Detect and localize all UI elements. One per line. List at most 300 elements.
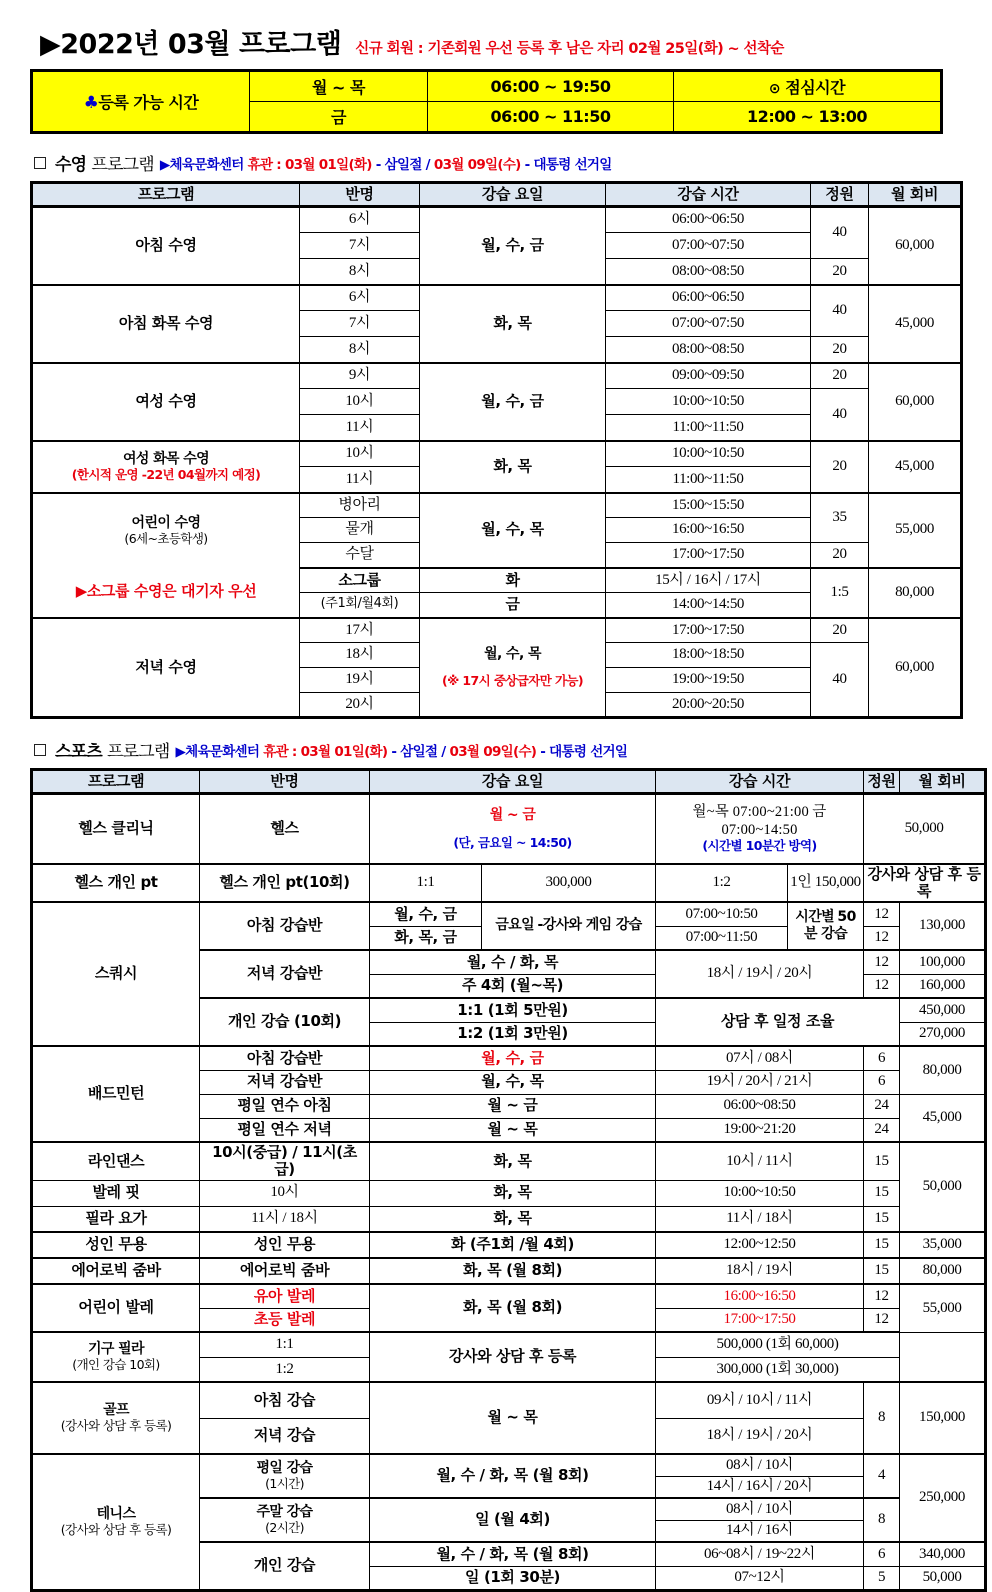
class-name: 10시 <box>300 389 420 415</box>
table-row <box>32 1142 986 1180</box>
fee-b: 50,000 <box>900 1566 986 1590</box>
table-row <box>32 618 962 643</box>
days: 화, 목 (월 8회) <box>370 1284 656 1332</box>
class-name-a: 1:1 <box>200 1332 370 1357</box>
table-row <box>32 1206 986 1232</box>
time: 18:00~18:50 <box>606 643 811 668</box>
program-name: 여성 화목 수영 <box>122 450 210 467</box>
days: 월, 수, 금 <box>420 363 606 441</box>
class-name: 저녁 강습반 <box>200 1070 370 1094</box>
capacity: 20 <box>811 618 869 643</box>
col-capacity: 정원 <box>864 770 900 794</box>
class-name-b: 저녁 강습 <box>200 1418 370 1454</box>
time: 07:00~07:50 <box>606 311 811 337</box>
capacity: 15 <box>864 1180 900 1206</box>
sports-note-prefix: ▶체육문화센터 <box>175 743 260 760</box>
time: 15:00~15:50 <box>606 493 811 518</box>
fee: 130,000 <box>900 902 986 950</box>
capacity: 40 <box>811 389 869 441</box>
capacity: 40 <box>811 643 869 718</box>
club-icon: ♣ <box>83 93 99 113</box>
program-name-cell <box>32 1454 200 1590</box>
sports-note-blue1: - 삼일절 / <box>391 743 446 760</box>
days: 월, 수, 금 <box>370 1046 656 1070</box>
swim-note-red1: 휴관 : 03월 01일(화) <box>247 156 372 173</box>
time: 09:00~09:50 <box>606 363 811 389</box>
program-name: 에어로빅 줌바 <box>32 1258 200 1284</box>
days-note-2: -강사와 게임 강습 <box>537 917 642 934</box>
table-row <box>32 1332 986 1357</box>
table-row <box>32 794 986 864</box>
price-2: 1인 150,000 <box>788 864 864 903</box>
table-row <box>32 1454 986 1476</box>
capacity-b: 12 <box>864 974 900 998</box>
class-name: 헬스 <box>200 794 370 864</box>
capacity: 15 <box>864 1258 900 1284</box>
class-name: 저녁 강습반 <box>200 950 370 998</box>
fee: 250,000 <box>900 1454 986 1542</box>
class-name-cell <box>200 1498 370 1542</box>
program-name: 골프 <box>103 1402 129 1419</box>
swim-section-title <box>55 150 154 175</box>
program-name-cell <box>32 1382 200 1454</box>
time-a: 08시 / 10시 <box>656 1498 864 1520</box>
sports-section-title <box>55 737 170 762</box>
capacity: 6 <box>864 1070 900 1094</box>
days: 강사와 상담 후 등록 <box>370 1332 656 1382</box>
swim-note-blue1: - 삼일절 / <box>375 156 430 173</box>
time: 19:00~19:50 <box>606 668 811 693</box>
col-days: 강습 요일 <box>370 770 656 794</box>
program-name: 배드민턴 <box>32 1046 200 1142</box>
class-name: 7시 <box>300 233 420 259</box>
time: 15시 / 16시 / 17시 <box>606 568 811 593</box>
time: 17:00~17:50 <box>606 543 811 568</box>
class-name: 소그룹 <box>300 568 420 593</box>
reg-time-1: 06:00 ~ 19:50 <box>428 71 674 102</box>
program-name: 기구 필라 <box>88 1341 144 1358</box>
class-name: 11시 <box>300 467 420 493</box>
class-name: 18시 <box>300 643 420 668</box>
class-name: 개인 강습 <box>200 1542 370 1590</box>
fee: 55,000 <box>869 493 962 568</box>
registration-hours-box <box>30 69 943 134</box>
time: 18시 / 19시 / 20시 <box>656 950 864 998</box>
checkbox-icon <box>34 157 46 169</box>
table-row <box>32 1284 986 1308</box>
time: 06:00~06:50 <box>606 207 811 233</box>
time-b: 07:00~11:50 <box>656 926 788 950</box>
swim-note-blue2: - 대통령 선거일 <box>524 156 612 173</box>
time: 10:00~10:50 <box>656 1180 864 1206</box>
sports-note-red1: 휴관 : 03월 01일(화) <box>263 743 388 760</box>
program-name: 스쿼시 <box>32 902 200 1046</box>
table-row <box>32 363 962 389</box>
lunch-label-cell <box>674 71 942 102</box>
time: 12:00~12:50 <box>656 1232 864 1258</box>
capacity: 1:5 <box>811 568 869 618</box>
days: 월, 수, 목 <box>370 1070 656 1094</box>
swim-section-note <box>160 153 612 173</box>
days-b: 주 4회 (월~목) <box>370 974 656 998</box>
time-note-1: 시간별 <box>795 908 835 925</box>
program-name: 아침 화목 수영 <box>32 285 300 363</box>
capacity: 20 <box>811 337 869 363</box>
program-name: 발레 핏 <box>32 1180 200 1206</box>
fee: 50,000 <box>900 1142 986 1232</box>
class-name: 17시 <box>300 618 420 643</box>
capacity: 20 <box>811 441 869 493</box>
registration-label-cell <box>32 71 250 133</box>
capacity: 24 <box>864 1118 900 1142</box>
capacity: 15 <box>864 1142 900 1180</box>
capacity-b: 5 <box>864 1566 900 1590</box>
days-note-cell <box>482 902 656 950</box>
class-name: 병아리 <box>300 493 420 518</box>
fee: 150,000 <box>900 1382 986 1454</box>
sports-program-table <box>30 768 987 1592</box>
time: 11시 / 18시 <box>656 1206 864 1232</box>
capacity-b: 12 <box>864 926 900 950</box>
clock-icon: ⊙ <box>768 81 781 97</box>
time-cell <box>656 794 864 864</box>
time-a: 16:00~16:50 <box>656 1284 864 1308</box>
time: 11:00~11:50 <box>606 467 811 493</box>
sports-title-light: 프로그램 <box>107 742 170 762</box>
days-a: 월, 수 / 화, 목 (월 8회) <box>370 1542 656 1566</box>
program-note: (개인 강습 10회) <box>72 1357 160 1373</box>
sports-section-heading <box>34 737 962 762</box>
days-a: 1:1 (1회 5만원) <box>370 998 656 1022</box>
time: 11:00~11:50 <box>606 415 811 441</box>
time: 17:00~17:50 <box>606 618 811 643</box>
time: 19:00~21:20 <box>656 1118 864 1142</box>
time: 07시 / 08시 <box>656 1046 864 1070</box>
table-row <box>32 1258 986 1284</box>
sports-note-red2: 03월 09일(수) <box>449 743 537 760</box>
days: 화, 목 <box>370 1142 656 1180</box>
table-row <box>32 493 962 518</box>
program-name: 저녁 수영 <box>32 618 300 718</box>
table-row <box>32 1382 986 1418</box>
col-time: 강습 시간 <box>656 770 864 794</box>
days: 화 (주1회 /월 4회) <box>370 1232 656 1258</box>
class-name: (주1회/월4회) <box>300 593 420 618</box>
days: 월 ~ 목 <box>370 1118 656 1142</box>
class-name: 성인 무용 <box>200 1232 370 1258</box>
swim-title-bold: 수영 <box>55 155 87 175</box>
swim-table-header-row <box>32 183 962 207</box>
sports-section-note <box>176 740 628 760</box>
program-note: ▶소그룹 수영은 대기자 우선 <box>32 568 300 618</box>
col-program: 프로그램 <box>32 770 200 794</box>
swim-note-red2: 03월 09일(수) <box>433 156 521 173</box>
class-name: 10시 <box>300 441 420 467</box>
days-note-1: 금요일 <box>495 917 535 934</box>
days-cell <box>420 618 606 718</box>
program-name: 필라 요가 <box>32 1206 200 1232</box>
time-b: 07~12시 <box>656 1566 864 1590</box>
program-note: (강사와 상담 후 등록) <box>60 1418 172 1434</box>
fee-a: 450,000 <box>900 998 986 1022</box>
class-name: 주말 강습 <box>256 1504 313 1521</box>
page-subtitle: 신규 회원 : 기존회원 우선 등록 후 남은 자리 02월 25일(화) ~ 선착순 <box>355 41 784 57</box>
days: 화, 목 (월 8회) <box>370 1258 656 1284</box>
lunch-time: 12:00 ~ 13:00 <box>674 102 942 133</box>
price-a: 500,000 (1회 60,000) <box>656 1332 900 1357</box>
time-1: 월~목 07:00~21:00 <box>692 804 809 821</box>
days-a: 월, 수 / 화, 목 <box>370 950 656 974</box>
class-name: 11시 <box>300 415 420 441</box>
class-name: 평일 연수 아침 <box>200 1094 370 1118</box>
time-a: 07:00~10:50 <box>656 902 788 926</box>
registration-label: 등록 가능 시간 <box>98 93 199 112</box>
class-name: 10시(중급) / 11시(초급) <box>200 1142 370 1180</box>
program-note: (강사와 상담 후 등록) <box>60 1522 172 1538</box>
class-name-cell <box>200 1454 370 1498</box>
fee: 55,000 <box>900 1284 986 1332</box>
swim-program-table <box>30 181 963 719</box>
program-name: 라인댄스 <box>32 1142 200 1180</box>
capacity: 15 <box>864 1232 900 1258</box>
fee: 45,000 <box>869 441 962 493</box>
table-row <box>32 568 962 593</box>
days-cell <box>370 794 656 864</box>
days: 금 <box>420 593 606 618</box>
col-class: 반명 <box>300 183 420 207</box>
program-note: (한시적 운영 -22년 04월까지 예정) <box>71 466 261 482</box>
checkbox-icon <box>34 744 46 756</box>
capacity: 8 <box>864 1382 900 1454</box>
class-name: 6시 <box>300 285 420 311</box>
capacity-a: 12 <box>864 1284 900 1308</box>
time-b: 18시 / 19시 / 20시 <box>656 1418 864 1454</box>
program-name: 아침 수영 <box>32 207 300 285</box>
table-row <box>32 864 986 903</box>
class-name: 8시 <box>300 259 420 285</box>
col-capacity: 정원 <box>811 183 869 207</box>
time-2: 금 07:00~14:50 <box>721 804 827 838</box>
program-name: 어린이 발레 <box>32 1284 200 1332</box>
program-name: 헬스 클리닉 <box>32 794 200 864</box>
document-header <box>40 22 962 61</box>
table-row <box>32 1180 986 1206</box>
days-note: (※ 17시 중상급자만 가능) <box>441 672 584 688</box>
days: 월 ~ 목 <box>370 1382 656 1454</box>
swim-title-light: 프로그램 <box>91 155 154 175</box>
capacity: 20 <box>811 543 869 568</box>
class-name: 에어로빅 줌바 <box>200 1258 370 1284</box>
days-b: 일 (1회 30분) <box>370 1566 656 1590</box>
time: 08:00~08:50 <box>606 337 811 363</box>
time: 19시 / 20시 / 21시 <box>656 1070 864 1094</box>
capacity-a: 12 <box>864 902 900 926</box>
days: 월, 수, 목 <box>420 493 606 568</box>
table-row <box>32 1046 986 1070</box>
capacity-b: 12 <box>864 1308 900 1332</box>
fee: 80,000 <box>900 1258 986 1284</box>
capacity: 40 <box>811 207 869 259</box>
fee: 35,000 <box>900 1232 986 1258</box>
days: 화, 목 <box>370 1180 656 1206</box>
sports-title-bold: 스포츠 <box>55 742 102 762</box>
fee-b: 160,000 <box>900 974 986 998</box>
fee: 45,000 <box>900 1094 986 1142</box>
days-b: 1:2 (1회 3만원) <box>370 1022 656 1046</box>
program-name: 여성 수영 <box>32 363 300 441</box>
time: 18시 / 19시 <box>656 1258 864 1284</box>
capacity: 40 <box>811 285 869 337</box>
time-note-cell <box>788 902 864 950</box>
col-fee: 월 회비 <box>900 770 986 794</box>
capacity: 4 <box>864 1454 900 1498</box>
class-name: 8시 <box>300 337 420 363</box>
capacity: 20 <box>811 259 869 285</box>
time: 10시 / 11시 <box>656 1142 864 1180</box>
time: 07:00~07:50 <box>606 233 811 259</box>
swim-note-prefix: ▶체육문화센터 <box>159 156 244 173</box>
col-time: 강습 시간 <box>606 183 811 207</box>
time-note: (시간별 10분간 방역) <box>702 837 817 853</box>
table-row <box>32 441 962 467</box>
reg-days-1: 월 ~ 목 <box>250 71 428 102</box>
fee: 80,000 <box>869 568 962 618</box>
capacity-a: 6 <box>864 1542 900 1566</box>
fee: 50,000 <box>864 794 986 864</box>
fee-a: 100,000 <box>900 950 986 974</box>
class-note: (1시간) <box>265 1476 304 1492</box>
capacity: 24 <box>864 1094 900 1118</box>
time-b: 14시 / 16시 / 20시 <box>656 1476 864 1498</box>
time: 06:00~08:50 <box>656 1094 864 1118</box>
time-b: 17:00~17:50 <box>656 1308 864 1332</box>
class-name: 6시 <box>300 207 420 233</box>
class-name: 물개 <box>300 518 420 543</box>
time: 10:00~10:50 <box>606 441 811 467</box>
page-title: ▶2022년 03월 프로그램 <box>40 29 342 60</box>
fee: 60,000 <box>869 363 962 441</box>
days: 일 (월 4회) <box>370 1498 656 1542</box>
class-name: 7시 <box>300 311 420 337</box>
class-name-a: 유아 발레 <box>200 1284 370 1308</box>
swim-section-heading <box>34 150 962 175</box>
capacity-a: 12 <box>864 950 900 974</box>
program-name: 성인 무용 <box>32 1232 200 1258</box>
days: 화 <box>420 568 606 593</box>
ratio-2: 1:2 <box>656 864 788 903</box>
time: 06:00~06:50 <box>606 285 811 311</box>
col-fee: 월 회비 <box>869 183 962 207</box>
days: 월, 수, 목 <box>484 646 541 663</box>
class-name-b: 초등 발레 <box>200 1308 370 1332</box>
time: 16:00~16:50 <box>606 518 811 543</box>
fee-a: 340,000 <box>900 1542 986 1566</box>
reg-time-2: 06:00 ~ 11:50 <box>428 102 674 133</box>
col-days: 강습 요일 <box>420 183 606 207</box>
program-name: 테니스 <box>96 1505 136 1522</box>
days: 월, 수 / 화, 목 (월 8회) <box>370 1454 656 1498</box>
class-name: 아침 강습반 <box>200 1046 370 1070</box>
fee: 45,000 <box>869 285 962 363</box>
capacity: 6 <box>864 1046 900 1070</box>
sports-table-header-row <box>32 770 986 794</box>
time: 상담 후 일정 조율 <box>656 998 900 1046</box>
days: 월 ~ 금 <box>370 1094 656 1118</box>
table-row <box>32 285 962 311</box>
days: 월 ~ 금 <box>489 806 536 823</box>
days: 화, 목 <box>420 285 606 363</box>
class-name: 10시 <box>200 1180 370 1206</box>
days-a: 월, 수, 금 <box>370 902 482 926</box>
days-note: (단, 금요일 ~ 14:50) <box>453 835 572 851</box>
time: 08:00~08:50 <box>606 259 811 285</box>
program-note: (6세~초등학생) <box>124 530 208 546</box>
time: 14:00~14:50 <box>606 593 811 618</box>
time: 20:00~20:50 <box>606 693 811 718</box>
class-name: 헬스 개인 pt(10회) <box>200 864 370 903</box>
class-name: 개인 강습 (10회) <box>200 998 370 1046</box>
capacity: 35 <box>811 493 869 543</box>
class-name: 11시 / 18시 <box>200 1206 370 1232</box>
class-name: 19시 <box>300 668 420 693</box>
col-class: 반명 <box>200 770 370 794</box>
fee-b: 270,000 <box>900 1022 986 1046</box>
program-name: 어린이 수영 <box>131 514 201 531</box>
table-row <box>32 1232 986 1258</box>
sports-note-blue2: - 대통령 선거일 <box>540 743 628 760</box>
col-program: 프로그램 <box>32 183 300 207</box>
price-b: 300,000 (1회 30,000) <box>656 1357 900 1382</box>
time-b: 14시 / 16시 <box>656 1520 864 1542</box>
class-name: 9시 <box>300 363 420 389</box>
table-row <box>32 902 986 926</box>
days: 월, 수, 금 <box>420 207 606 285</box>
fee: 60,000 <box>869 207 962 285</box>
reg-days-2: 금 <box>250 102 428 133</box>
fee: 강사와 상담 후 등록 <box>864 864 986 903</box>
capacity: 20 <box>811 363 869 389</box>
time: 10:00~10:50 <box>606 389 811 415</box>
program-name: 헬스 개인 pt <box>32 864 200 903</box>
fee: 60,000 <box>869 618 962 718</box>
class-name: 평일 강습 <box>256 1460 313 1477</box>
capacity: 8 <box>864 1498 900 1542</box>
program-name-cell <box>32 1332 200 1382</box>
program-name-cell <box>32 441 300 493</box>
time-note-2: 50분 강습 <box>803 908 856 942</box>
class-note: (2시간) <box>265 1520 304 1536</box>
days: 화, 목 <box>420 441 606 493</box>
class-name: 아침 강습반 <box>200 902 370 950</box>
price-1: 300,000 <box>482 864 656 903</box>
time-a: 09시 / 10시 / 11시 <box>656 1382 864 1418</box>
days: 화, 목 <box>370 1206 656 1232</box>
class-name-a: 아침 강습 <box>200 1382 370 1418</box>
table-row <box>32 207 962 233</box>
capacity: 15 <box>864 1206 900 1232</box>
time-a: 08시 / 10시 <box>656 1454 864 1476</box>
class-name: 평일 연수 저녁 <box>200 1118 370 1142</box>
class-name: 수달 <box>300 543 420 568</box>
days-b: 화, 목, 금 <box>370 926 482 950</box>
fee: 80,000 <box>900 1046 986 1094</box>
class-name-b: 1:2 <box>200 1357 370 1382</box>
class-name: 20시 <box>300 693 420 718</box>
ratio-1: 1:1 <box>370 864 482 903</box>
lunch-label: 점심시간 <box>785 78 846 97</box>
time-a: 06~08시 / 19~22시 <box>656 1542 864 1566</box>
program-name-cell <box>32 493 300 568</box>
